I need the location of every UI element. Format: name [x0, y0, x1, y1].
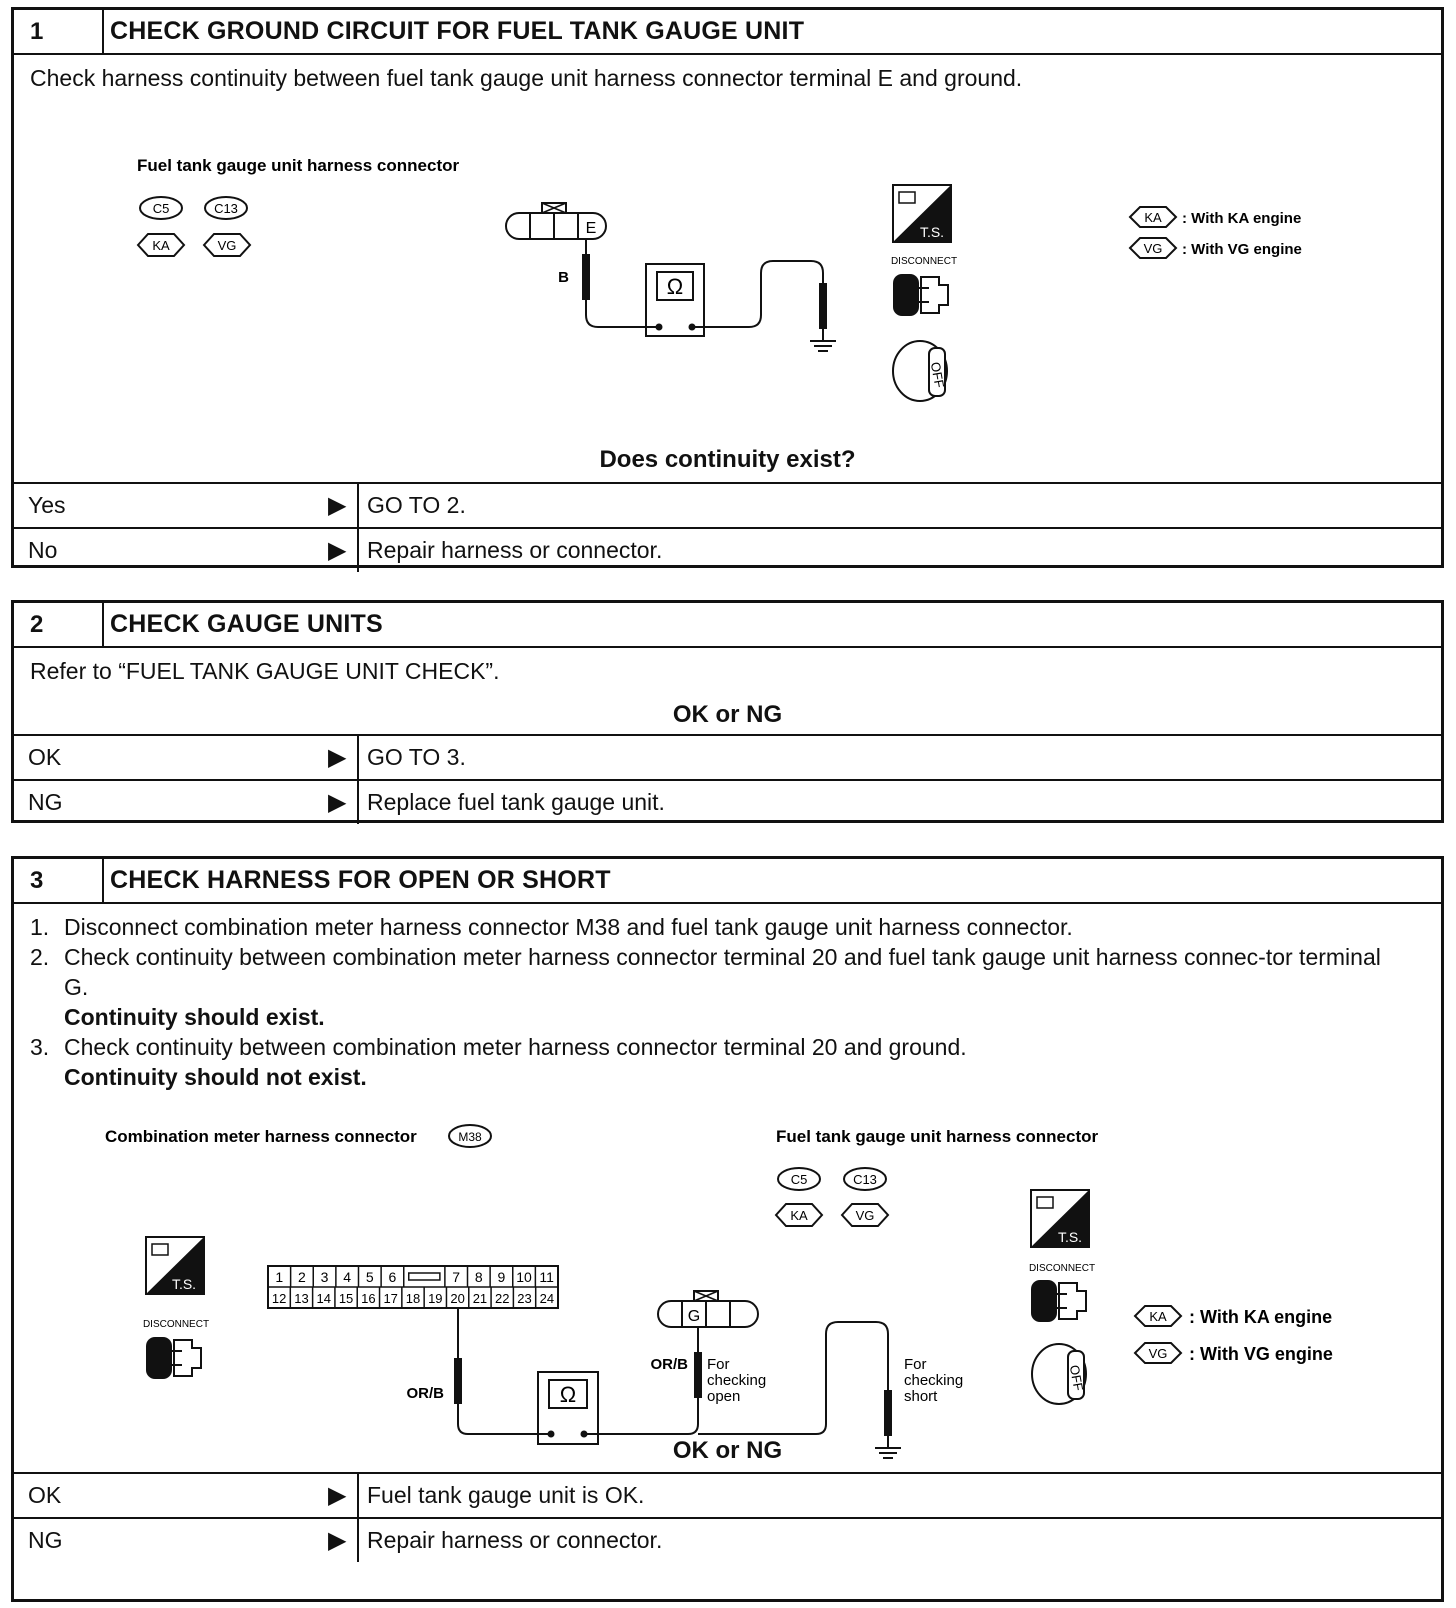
pin-number: 24 [539, 1291, 555, 1306]
disconnect-label: DISCONNECT [1028, 1263, 1096, 1274]
action-text: Fuel tank gauge unit is OK. [357, 1474, 1441, 1517]
svg-text:T.S.: T.S. [1057, 1229, 1083, 1245]
svg-text:open: open [707, 1388, 741, 1405]
arrow-right-icon: ▶ [328, 537, 347, 564]
svg-text:VG: VG [1148, 1346, 1168, 1361]
probe [819, 283, 827, 329]
answer-label: Yes [28, 492, 66, 518]
svg-text:KA: KA [790, 1208, 808, 1223]
pin-number: 21 [472, 1291, 488, 1306]
pin-number: 13 [294, 1291, 309, 1306]
svg-text:C13: C13 [853, 1172, 877, 1187]
svg-text:T.S.: T.S. [171, 1276, 197, 1292]
arrow-right-icon: ▶ [328, 1527, 347, 1554]
engine-code-badge [138, 234, 184, 256]
pin-number: 2 [298, 1269, 306, 1285]
gauge-unit-connector [658, 1291, 758, 1327]
svg-text:C13: C13 [214, 201, 238, 216]
result-row [14, 527, 1441, 572]
answer-label: NG [28, 789, 63, 815]
step-3-body [14, 904, 1441, 1472]
step-2-box [11, 600, 1444, 823]
step-number: 3 [14, 859, 104, 902]
action-text: Replace fuel tank gauge unit. [357, 781, 1441, 824]
step-1-body [14, 55, 1441, 482]
svg-text:OFF: OFF [927, 360, 948, 390]
pin-number: 10 [516, 1269, 532, 1285]
wire-color-label: OR/B [650, 1356, 688, 1373]
disconnect-icon [893, 274, 948, 316]
tank-connector-label: Fuel tank gauge unit harness connector [776, 1127, 1099, 1146]
pin-number: 15 [338, 1291, 354, 1306]
svg-text:Ω: Ω [559, 1382, 577, 1407]
disconnect-label: DISCONNECT [890, 256, 958, 267]
step-1-box [11, 7, 1444, 568]
pin-number: 17 [383, 1291, 398, 1306]
meter-connector-label: Combination meter harness connector [105, 1127, 417, 1146]
pin-number: 11 [539, 1269, 554, 1285]
svg-text:M38: M38 [458, 1130, 482, 1144]
disconnect-label: DISCONNECT [142, 1319, 210, 1330]
pin-number: 18 [405, 1291, 421, 1306]
step-number: 2 [14, 603, 104, 646]
answer-label: OK [28, 1482, 62, 1508]
action-text: GO TO 2. [357, 484, 1441, 527]
action-text: GO TO 3. [357, 736, 1441, 779]
probe [582, 254, 590, 300]
step-3-box [11, 856, 1444, 1602]
action-text: Repair harness or connector. [357, 1519, 1441, 1562]
answer-label: NG [28, 1527, 63, 1553]
emphasis-text: Continuity should not exist. [64, 1064, 367, 1090]
continuity-diagram-1 [14, 55, 1441, 482]
svg-text:VG: VG [855, 1208, 875, 1223]
question-text: Does continuity exist? [599, 446, 856, 473]
engine-code-badge [204, 234, 250, 256]
step-number: 1 [14, 10, 104, 53]
pin-number: 8 [474, 1269, 483, 1285]
pin-number: 3 [320, 1269, 329, 1285]
engine-legend [1135, 1306, 1333, 1364]
pin-number: 9 [497, 1269, 506, 1285]
ignition-off-icon [1032, 1344, 1086, 1404]
svg-text:C5: C5 [152, 201, 170, 216]
step-title: CHECK GROUND CIRCUIT FOR FUEL TANK GAUGE UNIT [110, 17, 805, 45]
action-text: Repair harness or connector. [357, 529, 1441, 572]
svg-text:Ω: Ω [666, 274, 684, 299]
engine-code-badge [776, 1204, 822, 1226]
question-text: OK or NG [672, 1437, 783, 1464]
result-row [14, 734, 1441, 779]
arrow-right-icon: ▶ [328, 1482, 347, 1509]
check-short-label [904, 1356, 963, 1405]
engine-legend [1130, 207, 1302, 258]
svg-text:VG: VG [1143, 241, 1163, 256]
engine-code-badge [842, 1204, 888, 1226]
arrow-right-icon: ▶ [328, 492, 347, 519]
pin-number: 7 [452, 1269, 461, 1285]
arrow-right-icon: ▶ [328, 744, 347, 771]
emphasis-text: Continuity should exist. [64, 1004, 325, 1030]
step-3-header [14, 859, 1441, 904]
svg-text:For: For [707, 1356, 730, 1373]
svg-text:checking: checking [707, 1372, 767, 1389]
step-1-header [14, 10, 1441, 55]
svg-text:: With KA engine: : With KA engine [1189, 1307, 1333, 1327]
test-equipment-icon [893, 185, 951, 242]
disconnect-icon [1031, 1280, 1086, 1322]
instruction-text: Check harness continuity between fuel tank gauge unit harness connector terminal E and ground. [30, 65, 1023, 91]
ignition-off-icon [893, 341, 947, 401]
result-row [14, 1472, 1441, 1517]
pin-number: 23 [517, 1291, 532, 1306]
probe [884, 1390, 892, 1436]
step-title: CHECK HARNESS FOR OPEN OR SHORT [110, 866, 611, 894]
step-title: CHECK GAUGE UNITS [110, 610, 383, 638]
svg-text:VG: VG [217, 238, 237, 253]
wire-color-label: B [558, 269, 569, 286]
pin-number: 4 [343, 1269, 352, 1285]
connector-code-badge [140, 197, 182, 219]
result-row [14, 482, 1441, 527]
svg-text:For: For [904, 1356, 927, 1373]
svg-text:KA: KA [1149, 1309, 1167, 1324]
svg-text:C5: C5 [790, 1172, 808, 1187]
procedure-item: 1. Disconnect combination meter harness connector M38 and fuel tank gauge unit harness connector. [30, 914, 1073, 940]
probe [454, 1358, 462, 1404]
svg-text:: With VG engine: : With VG engine [1189, 1344, 1333, 1364]
svg-text:KA: KA [152, 238, 170, 253]
connector-code-badge [844, 1168, 886, 1190]
step-2-header [14, 603, 1441, 648]
svg-text:short: short [904, 1388, 938, 1405]
arrow-right-icon: ▶ [328, 789, 347, 816]
instruction-text: Refer to “FUEL TANK GAUGE UNIT CHECK”. [30, 658, 500, 684]
connector-code-badge [778, 1168, 820, 1190]
connector-code-badge [449, 1125, 491, 1147]
svg-text:G: G [687, 1308, 701, 1325]
connector-code-badge [205, 197, 247, 219]
probe [694, 1352, 702, 1398]
ground-symbol [810, 329, 836, 351]
test-equipment-icon [1031, 1190, 1089, 1247]
disconnect-icon [146, 1337, 201, 1379]
pin-number: 5 [365, 1269, 374, 1285]
pin-number: 12 [271, 1291, 287, 1306]
procedure-item: 3. Check continuity between combination meter harness connector terminal 20 and ground. Continuity should not exist. [30, 1034, 967, 1090]
gauge-unit-connector [506, 203, 606, 239]
step-2-body [14, 648, 1441, 734]
meter-connector-pin-grid [268, 1266, 558, 1308]
test-equipment-icon [146, 1237, 204, 1294]
svg-text:: With KA engine: : With KA engine [1182, 210, 1302, 227]
pin-number: 1 [275, 1269, 284, 1285]
svg-text:T.S.: T.S. [919, 224, 945, 240]
pin-number: 22 [494, 1291, 510, 1306]
connector-label: Fuel tank gauge unit harness connector [137, 156, 460, 175]
question-text: OK or NG [672, 701, 783, 728]
ohmmeter [646, 264, 704, 336]
svg-text:OFF: OFF [1066, 1363, 1087, 1393]
svg-text:KA: KA [1144, 210, 1162, 225]
result-row [14, 1517, 1441, 1562]
pin-number: 6 [388, 1269, 397, 1285]
svg-text:: With VG engine: : With VG engine [1182, 241, 1302, 258]
procedure-item: 2. Check continuity between combination meter harness connector terminal 20 and fuel tank gauge unit harness connec-tor terminal G. Continuity should exist. [30, 942, 1441, 1032]
answer-label: No [28, 537, 58, 563]
pin-number: 19 [428, 1291, 443, 1306]
pin-number: 16 [361, 1291, 376, 1306]
check-open-label [707, 1356, 766, 1405]
svg-text:E: E [585, 220, 597, 237]
svg-text:checking: checking [904, 1372, 964, 1389]
wire-color-label: OR/B [406, 1385, 444, 1402]
connector-key [409, 1273, 440, 1280]
pin-number: 14 [316, 1291, 332, 1306]
result-row [14, 779, 1441, 824]
answer-label: OK [28, 744, 62, 770]
continuity-diagram-3 [14, 904, 1441, 1472]
pin-number: 20 [450, 1291, 465, 1306]
